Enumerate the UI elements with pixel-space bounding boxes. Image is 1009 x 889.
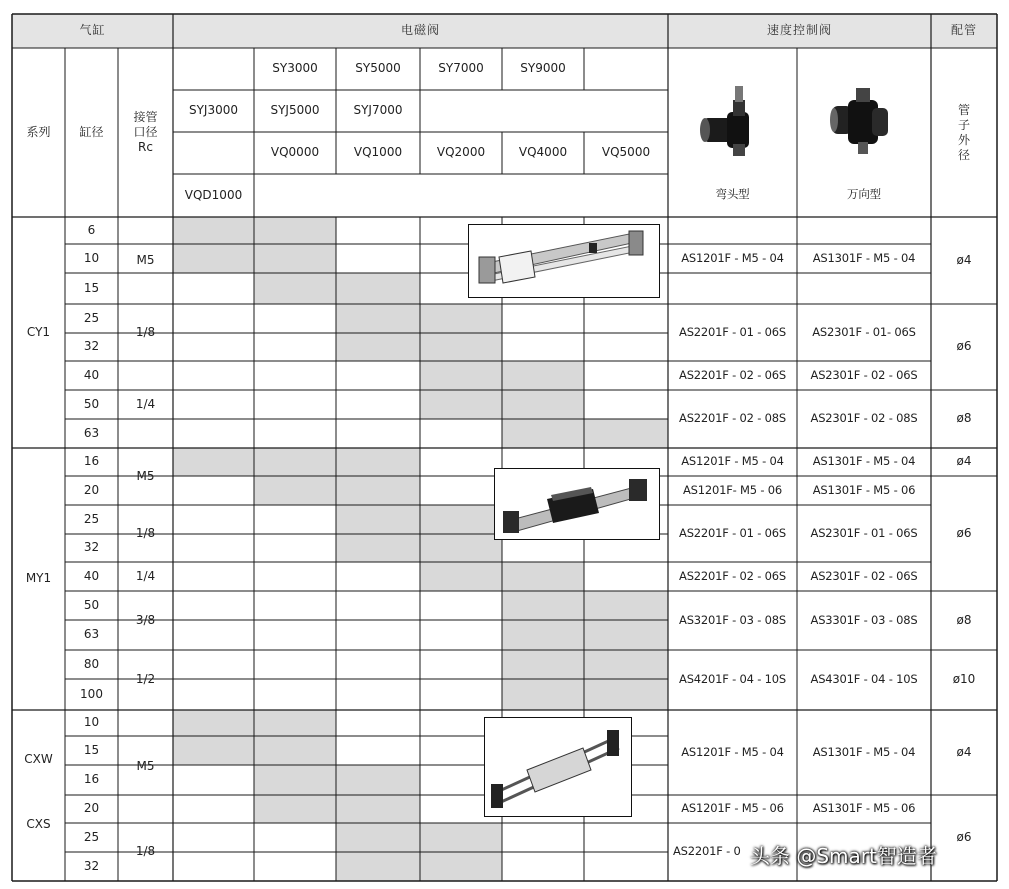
elbow-controller: AS2201F - 02 - 06S [679,568,786,583]
universal-controller: AS4301F - 04 - 10S [810,672,918,687]
shaded-cell [502,419,584,448]
tube-od-cell: ø8 [956,411,972,426]
valve-model: SY5000 [355,61,401,76]
elbow-controller: AS2201F - 02 - 06S [679,367,786,382]
shaded-cell [420,333,502,361]
tube-od-char: 径 [957,147,970,162]
tube-od-cell: ø4 [956,744,972,759]
cylinder-cxw-photo [484,717,632,817]
elbow-controller: AS2201F - 01 - 06S [679,525,786,540]
cylinder-cxw-drawing [485,718,630,815]
bore-cell: 50 [83,396,100,411]
port-cell: 1/8 [135,844,156,859]
shaded-cell [336,765,420,795]
shaded-cell [254,217,336,244]
bore-cell: 63 [83,425,100,440]
watermark: 头条 @Smart智造者 [750,844,937,868]
shaded-cell [336,304,420,333]
bore-cell: 32 [83,858,100,873]
elbow-valve-photo [695,82,775,162]
universal-valve-photo [826,80,906,160]
bore-cell: 25 [83,511,100,526]
elbow-type-label: 弯头型 [715,187,750,202]
universal-controller: AS2301F - 01 - 06S [810,525,918,540]
shaded-cell [420,562,502,591]
elbow-controller: AS1201F - M5 - 04 [681,744,784,759]
shaded-cell [254,795,336,823]
universal-controller: AS2301F - 02 - 06S [810,367,918,382]
series-cell: CXW [24,752,53,767]
port-cell: 1/8 [135,525,156,540]
shaded-cell [336,852,420,881]
shaded-cell [420,852,502,881]
cylinder-my1-drawing [495,469,658,538]
bore-cell: 20 [83,482,100,497]
tube-od-char: 管 [957,102,970,117]
tube-od-cell: ø4 [956,252,972,267]
shaded-cell [502,591,584,620]
shaded-cell [502,361,584,390]
bore-cell: 100 [80,686,103,701]
shaded-cell [420,823,502,852]
valve-model: SYJ3000 [188,103,239,118]
shaded-cell [173,710,254,736]
shaded-cell [420,390,502,419]
bore-cell: 16 [83,772,100,787]
tube-od-cell: ø8 [956,612,972,627]
bore-cell: 63 [83,627,100,642]
universal-controller: AS1301F - M5 - 04 [812,454,916,469]
series-cell: CY1 [26,324,51,339]
universal-controller: AS2301F - 02 - 08S [810,411,918,426]
shaded-cell [502,650,584,679]
series-cell: CXS [26,817,51,832]
shaded-cell [584,679,668,710]
shaded-cell [502,390,584,419]
tube-od-char: 子 [957,117,970,132]
port-cell: 3/8 [135,612,156,627]
shaded-cell [254,710,336,736]
shaded-cell [254,244,336,273]
shaded-cell [254,476,336,505]
header-cylinder: 气缸 [79,23,106,38]
port-cell: M5 [136,758,155,773]
valve-model: VQ4000 [518,145,568,160]
tube-od-cell: ø10 [952,672,976,687]
shaded-cell [173,736,254,765]
shaded-cell [336,448,420,476]
bore-cell: 10 [83,715,100,730]
universal-controller: AS1301F - M5 - 04 [812,250,916,265]
shaded-cell [336,505,420,534]
bore-cell: 6 [87,222,96,237]
series-cell: MY1 [25,571,52,586]
universal-controller: AS1301F - M5 - 04 [812,744,916,759]
elbow-controller: AS3201F - 03 - 08S [679,612,786,627]
elbow-controller: AS1201F- M5 - 06 [683,482,782,497]
tube-od-char: 外 [957,132,970,147]
bore-cell: 15 [83,742,100,757]
bore-cell: 25 [83,829,100,844]
elbow-controller: AS2201F - 02 - 08S [679,411,786,426]
shaded-cell [173,217,254,244]
valve-model: SYJ5000 [270,103,320,118]
shaded-cell [254,273,336,304]
tube-od-cell: ø6 [956,525,972,540]
port-cell: 1/8 [135,324,156,339]
shaded-cell [420,505,502,534]
bore-cell: 40 [83,568,100,583]
cylinder-my1-photo [494,468,660,540]
shaded-cell [173,244,254,273]
cylinder-cy1-drawing [469,225,658,296]
header-solenoid-valve: 电磁阀 [400,23,440,38]
tube-od-cell: ø4 [956,454,972,469]
tube-od-cell: ø6 [956,830,972,845]
shaded-cell [420,361,502,390]
port-cell: 1/4 [135,568,156,583]
valve-model: VQ0000 [270,145,320,160]
valve-model: VQ5000 [601,145,651,160]
elbow-controller: AS2201F - 01 - 06S [679,324,786,339]
shaded-cell [420,534,502,562]
universal-controller: AS1301F - M5 - 06 [812,801,916,816]
valve-model: SY9000 [520,61,566,76]
bore-cell: 32 [83,540,100,555]
bore-cell: 16 [83,454,100,469]
valve-model: VQD1000 [184,187,243,202]
valve-model: SY7000 [438,61,484,76]
header-piping: 配管 [950,23,977,38]
series-label: 系列 [26,124,51,139]
shaded-cell [336,795,420,823]
shaded-cell [336,476,420,505]
tube-od-cell: ø6 [956,339,972,354]
universal-controller: AS2301F - 01- 06S [812,324,916,339]
port-cell: 1/2 [135,672,156,687]
bore-cell: 10 [83,250,100,265]
bore-cell: 15 [83,280,100,295]
bore-cell: 80 [83,656,100,671]
bore-cell: 40 [83,367,100,382]
elbow-controller: AS1201F - M5 - 04 [681,454,784,469]
bore-cell: 50 [83,597,100,612]
tube-od-label [931,48,997,217]
bore-cell: 32 [83,339,100,354]
bore-cell: 20 [83,801,100,816]
shaded-cell [502,679,584,710]
header-speed-valve: 速度控制阀 [766,23,832,38]
port-cell: M5 [136,252,155,267]
valve-model: VQ1000 [353,145,403,160]
valve-model: SYJ7000 [353,103,403,118]
shaded-cell [584,419,668,448]
bore-cell: 25 [83,310,100,325]
shaded-cell [584,591,668,620]
shaded-cell [336,534,420,562]
shaded-cell [502,620,584,650]
bore-label: 缸径 [79,124,104,139]
valve-model: SY3000 [272,61,318,76]
shaded-cell [254,765,336,795]
shaded-cell [584,620,668,650]
shaded-cell [254,736,336,765]
port-size-line: 口径 [133,125,158,139]
port-cell: M5 [136,468,155,483]
shaded-cell [584,650,668,679]
shaded-cell [336,273,420,304]
shaded-cell [502,562,584,591]
elbow-controller: AS4201F - 04 - 10S [679,672,786,687]
shaded-cell [336,823,420,852]
elbow-controller: AS2201F - 0 [673,844,741,859]
port-size-line: 接管 [133,110,158,124]
universal-type-label: 万向型 [847,187,881,202]
elbow-controller: AS1201F - M5 - 06 [681,801,784,816]
universal-controller: AS3301F - 03 - 08S [810,612,918,627]
port-cell: 1/4 [135,396,156,411]
shaded-cell [336,333,420,361]
valve-model: VQ2000 [436,145,486,160]
shaded-cell [173,448,254,476]
elbow-controller: AS1201F - M5 - 04 [681,250,784,265]
shaded-cell [254,448,336,476]
port-size-line: Rc [138,140,153,154]
universal-controller: AS2301F - 02 - 06S [810,568,918,583]
port-size-label [118,48,173,217]
cylinder-cy1-photo [468,224,660,298]
shaded-cell [420,304,502,333]
universal-controller: AS1301F - M5 - 06 [812,482,916,497]
